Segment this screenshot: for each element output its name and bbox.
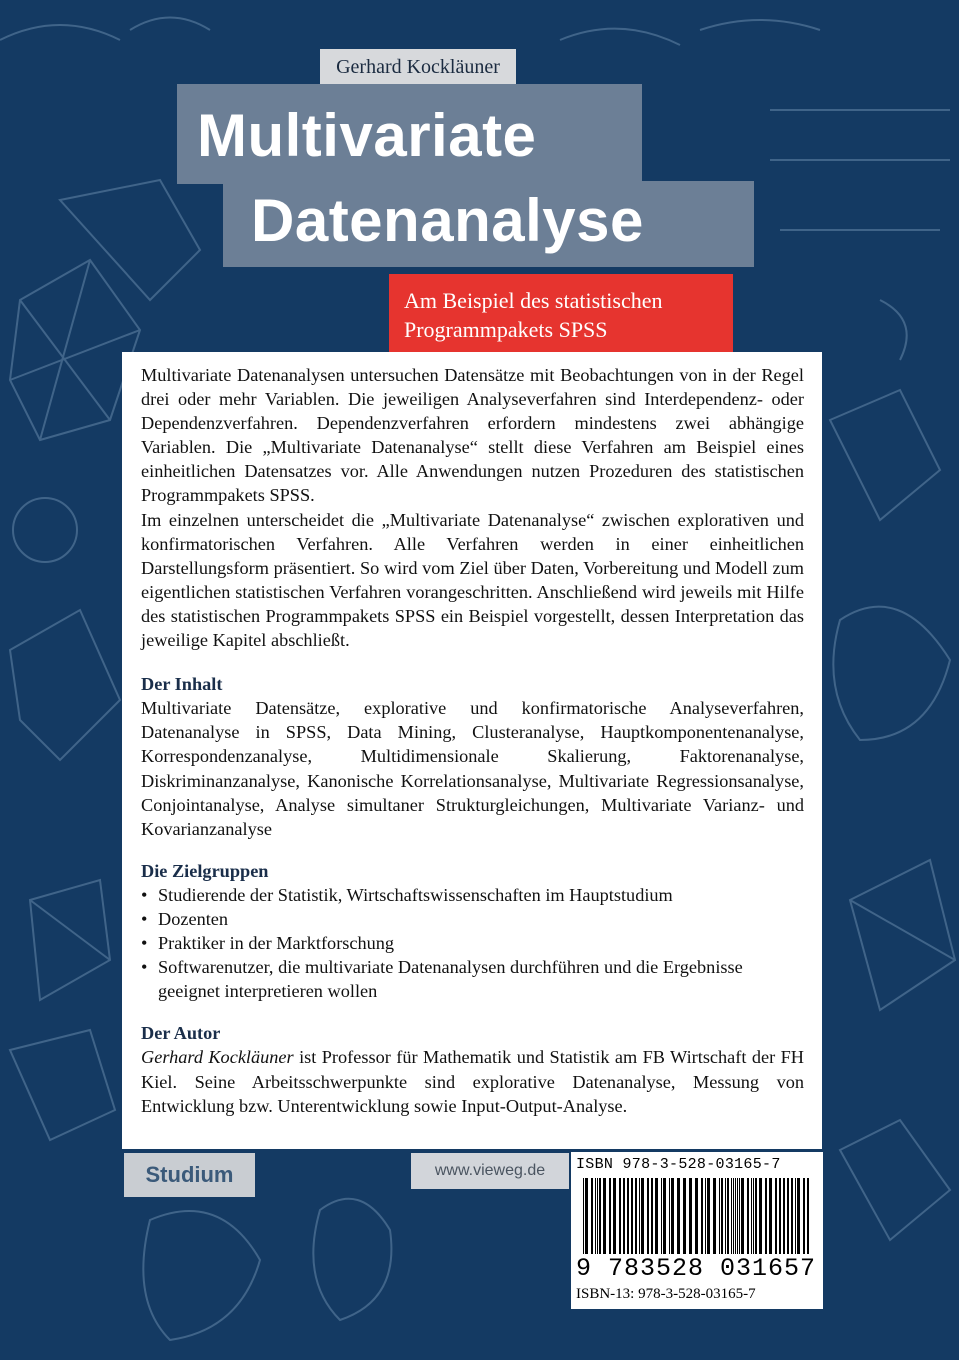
audience-item: • Softwarenutzer, die multivariate Datenanalysen durchführen und die Ergebnisse geeignet interpretieren wollen bbox=[141, 955, 804, 1003]
blurb-panel bbox=[122, 352, 822, 1149]
audience-item: • Dozenten bbox=[141, 907, 804, 931]
description-intro: Multivariate Datenanalysen untersuchen Datensätze mit Beobachtungen von in der Regel drei oder mehr Variablen. Die jeweiligen Analyseverfahren sind Interdependenz- oder Dependenzverfahren. Dependenzverfahren erfordern mindestens zwei abhängige Variablen. Die „Multivariate Datenanalyse“ stellt diese Verfahren am Beispiel eines einheitlichen Datensatzes vor. Alle Anwendungen nutzen Prozeduren des statistischen Programmpakets SPSS. bbox=[141, 365, 804, 506]
contents-heading: Der Inhalt bbox=[141, 674, 223, 695]
publisher-url[interactable]: www.vieweg.de bbox=[411, 1153, 569, 1189]
book-title-line-1: Multivariate bbox=[197, 102, 537, 169]
audience-list bbox=[141, 883, 804, 1003]
author-heading: Der Autor bbox=[141, 1023, 221, 1044]
contents-text: Multivariate Datensätze, explorative und konfirmatorische Analyseverfahren, Datenanalyse in SPSS, Data Mining, Clusteranalyse, Hauptkomponentenanalyse, Korrespondenzanalyse, Multidimensionale Skalierung, Faktorenanalyse, Diskriminanzanalyse, Kanonische Korrelationsanalyse, Multivariate Regressionsanalyse, Conjointanalyse, Analyse simultaner Strukturgleichungen, Multivariate Varianz- und Kovarianzanalyse bbox=[141, 698, 804, 839]
author-bio-name: Gerhard Kockläuner bbox=[141, 1047, 294, 1068]
audience-heading: Die Zielgruppen bbox=[141, 860, 269, 881]
audience-item: • Studierende der Statistik, Wirtschaftswissenschaften im Hauptstudium bbox=[141, 883, 804, 907]
audience-item: • Praktiker in der Marktforschung bbox=[141, 931, 804, 955]
isbn13-label: ISBN-13: 978-3-528-03165-7 bbox=[576, 1286, 756, 1302]
series-label: Studium bbox=[124, 1153, 255, 1197]
subtitle-box bbox=[389, 274, 733, 354]
isbn-barcode-block bbox=[571, 1152, 823, 1309]
isbn-top-label: ISBN 978-3-528-03165-7 bbox=[576, 1156, 781, 1173]
description-detail: Im einzelnen unterscheidet die „Multivariate Datenanalyse“ zwischen explorativen und konfirmatorischen Verfahren. Alle Verfahren werden in einer einheitlichen Darstellungsform präsentiert. So wird vom Ziel über Daten, Vorbereitung und Modell zum eigentlichen statistischen Verfahren vorangeschritten. Anschließend wird jeweils mit Hilfe des statistischen Programmpakets SPSS ein Beispiel vorgestellt, dessen Interpretation das jeweilige Kapitel abschließt. bbox=[141, 509, 804, 651]
author-bio-text: ist Professor für Mathematik und Statistik am FB Wirtschaft der FH Kiel. Seine Arbeitsschwerpunkte sind explorative Datenanalyse, Messung von Entwicklung bzw. Unterentwicklung sowie Input-Output-Analyse. bbox=[141, 1047, 804, 1116]
subtitle-line-2: Programmpakets SPSS bbox=[404, 317, 608, 342]
book-title-line-2: Datenanalyse bbox=[251, 187, 644, 254]
subtitle-line-1: Am Beispiel des statistischen bbox=[404, 288, 663, 313]
barcode-digits: 9 783528 031657 bbox=[576, 1254, 817, 1283]
author-label: Gerhard Kockläuner bbox=[320, 49, 516, 85]
author-bio bbox=[141, 1045, 804, 1117]
